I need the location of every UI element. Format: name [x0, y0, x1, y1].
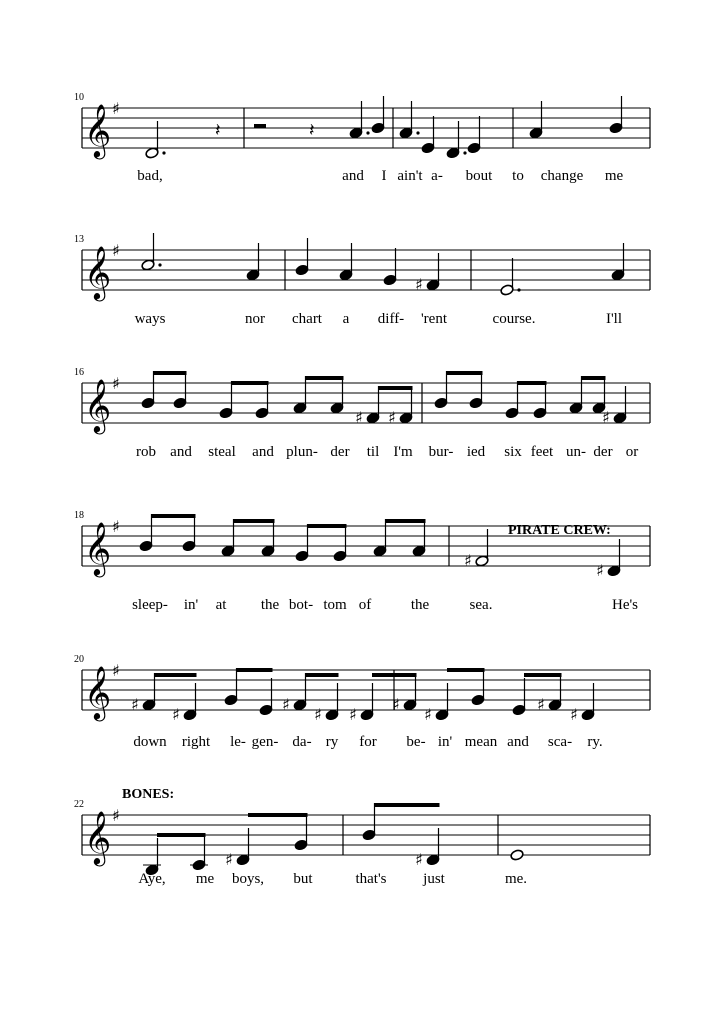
treble-clef-icon: 𝄞 [84, 378, 112, 432]
note [446, 121, 467, 159]
beam [157, 833, 206, 837]
lyric-syllable: der [593, 444, 613, 460]
treble-clef-icon: 𝄞 [84, 103, 112, 157]
note [295, 524, 309, 562]
note [282, 673, 307, 714]
note [467, 116, 481, 154]
note [314, 683, 339, 724]
note [421, 116, 435, 154]
treble-clef-icon: 𝄞 [84, 810, 112, 864]
augmentation-dot [162, 151, 165, 154]
note [388, 386, 413, 427]
staff-system [74, 233, 650, 327]
note [434, 371, 448, 409]
lyric-syllable: be- [406, 734, 426, 750]
note [349, 683, 374, 724]
lyric-syllable: down [133, 734, 167, 750]
measure-number: 20 [74, 654, 84, 665]
measure-number: 22 [74, 799, 84, 810]
key-signature-sharp-icon: ♯ [112, 517, 120, 536]
beam [524, 673, 562, 677]
lyric-syllable: sea. [469, 597, 493, 613]
lyric-syllable: da- [292, 734, 312, 750]
lyric-syllable: ry [325, 734, 339, 750]
lyric-syllable: in' [437, 734, 453, 750]
lyric-syllable: gen- [251, 734, 279, 750]
lyric-syllable: and [252, 444, 274, 460]
lyric-syllable: course. [492, 311, 536, 327]
note [371, 96, 385, 134]
beam [581, 376, 606, 380]
note [399, 101, 420, 139]
beam [307, 524, 347, 528]
lyric-syllable: Aye, [138, 871, 166, 887]
note [131, 673, 156, 714]
sharp-accidental-icon: ♯ [282, 695, 290, 714]
note [224, 668, 238, 706]
lyric-syllable: nor [245, 311, 265, 327]
lyric-syllable: me. [504, 871, 528, 887]
note [529, 101, 543, 139]
lyric-syllable: bot- [288, 597, 314, 613]
lyric-syllable: bout [465, 168, 493, 184]
beam [372, 673, 417, 677]
lyric-syllable: and [170, 444, 192, 460]
staff-system [74, 92, 650, 184]
lyric-syllable: me [195, 871, 215, 887]
lyric-syllable: un- [566, 444, 586, 460]
lyric-syllable: bad, [137, 168, 163, 184]
quarter-rest-icon: 𝄽 [215, 120, 221, 141]
note [424, 683, 449, 724]
lyric-syllable: til [366, 444, 380, 460]
note [505, 381, 519, 419]
lyric-syllable: or [625, 444, 639, 460]
staff-system [74, 367, 650, 460]
note [570, 683, 595, 724]
notehead [510, 849, 524, 861]
lyric-syllable: 'rent [420, 311, 448, 327]
lyric-syllable: ied [466, 444, 486, 460]
treble-clef-icon: 𝄞 [84, 245, 112, 299]
staff-system [74, 654, 650, 750]
lyric-syllable: tom [323, 597, 347, 613]
treble-clef-icon: 𝄞 [84, 521, 112, 575]
beam [233, 519, 275, 523]
lyric-syllable: rob [136, 444, 156, 460]
note [295, 238, 309, 276]
lyric-syllable: I'm [393, 444, 413, 460]
sharp-accidental-icon: ♯ [415, 275, 423, 294]
lyric-syllable: der [330, 444, 350, 460]
sharp-accidental-icon: ♯ [314, 705, 322, 724]
beam [248, 813, 308, 817]
lyric-syllable: a [342, 311, 350, 327]
note [225, 828, 250, 869]
staff-system [74, 510, 650, 613]
note [464, 529, 489, 570]
sharp-accidental-icon: ♯ [596, 561, 604, 580]
lyric-syllable: six [504, 444, 522, 460]
sharp-accidental-icon: ♯ [464, 551, 472, 570]
lyric-syllable: right [181, 734, 211, 750]
quarter-rest-icon: 𝄽 [309, 120, 315, 141]
note [510, 849, 524, 861]
note [537, 673, 562, 714]
lyric-syllable: just [423, 871, 445, 887]
note [373, 519, 387, 557]
note [415, 828, 440, 869]
measure-number: 10 [74, 92, 84, 103]
beam [231, 381, 269, 385]
note [412, 519, 426, 557]
lyric-syllable: the [260, 597, 280, 613]
beam [153, 371, 187, 375]
key-signature-sharp-icon: ♯ [112, 241, 120, 260]
lyric-syllable: a- [431, 168, 443, 184]
augmentation-dot [158, 263, 161, 266]
note [141, 371, 155, 409]
lyric-syllable: to [512, 168, 524, 184]
note [415, 253, 440, 294]
beam [447, 668, 485, 672]
lyric-syllable: chart [292, 311, 322, 327]
lyric-syllable: steal [208, 444, 236, 460]
note [602, 386, 627, 427]
lyric-syllable: that's [355, 871, 387, 887]
note [469, 371, 483, 409]
sharp-accidental-icon: ♯ [349, 705, 357, 724]
lyric-syllable: le- [230, 734, 246, 750]
augmentation-dot [517, 288, 520, 291]
note [383, 248, 397, 286]
sharp-accidental-icon: ♯ [424, 705, 432, 724]
staff-system [74, 787, 650, 887]
sharp-accidental-icon: ♯ [537, 695, 545, 714]
beam [305, 376, 344, 380]
note [221, 519, 235, 557]
sharp-accidental-icon: ♯ [388, 408, 396, 427]
half-rest-icon [254, 124, 266, 128]
sharp-accidental-icon: ♯ [355, 408, 363, 427]
lyric-syllable: in' [183, 597, 199, 613]
note [172, 683, 197, 724]
note [533, 381, 547, 419]
lyric-syllable: ry. [587, 734, 603, 750]
lyric-syllable: boys, [231, 871, 265, 887]
lyric-syllable: I [381, 168, 387, 184]
lyric-syllable: me [604, 168, 624, 184]
lyric-syllable: the [410, 597, 430, 613]
note [471, 668, 485, 706]
beam [378, 386, 413, 390]
note [261, 519, 275, 557]
note [293, 376, 307, 414]
note [500, 258, 521, 296]
note [182, 514, 196, 552]
augmentation-dot [463, 151, 466, 154]
note [330, 376, 344, 414]
treble-clef-icon: 𝄞 [84, 665, 112, 719]
lyric-syllable: feet [530, 444, 554, 460]
lyric-syllable: sleep- [132, 597, 168, 613]
beam [305, 673, 339, 677]
beam [374, 803, 440, 807]
note [294, 813, 308, 851]
note [596, 539, 621, 580]
sharp-accidental-icon: ♯ [415, 850, 423, 869]
character-cue: PIRATE CREW: [508, 523, 611, 538]
beam [517, 381, 547, 385]
note [611, 243, 625, 281]
augmentation-dot [416, 131, 419, 134]
key-signature-sharp-icon: ♯ [112, 661, 120, 680]
note [392, 673, 417, 714]
sharp-accidental-icon: ♯ [131, 695, 139, 714]
key-signature-sharp-icon: ♯ [112, 806, 120, 825]
note [141, 233, 162, 271]
note [339, 243, 353, 281]
lyric-syllable: diff- [377, 311, 405, 327]
key-signature-sharp-icon: ♯ [112, 374, 120, 393]
note [362, 803, 376, 841]
lyric-syllable: I'll [605, 311, 623, 327]
note [190, 833, 208, 871]
lyric-syllable: at [215, 597, 227, 613]
note [512, 678, 526, 716]
lyric-syllable: plun- [286, 444, 318, 460]
lyric-syllable: He's [611, 597, 639, 613]
measure-number: 16 [74, 367, 84, 378]
beam [446, 371, 483, 375]
sharp-accidental-icon: ♯ [172, 705, 180, 724]
measure-number: 18 [74, 510, 84, 521]
beam [236, 668, 273, 672]
note [349, 101, 370, 139]
note [145, 121, 166, 159]
character-cue: BONES: [122, 787, 175, 802]
lyric-syllable: and [342, 168, 364, 184]
note [259, 678, 273, 716]
lyric-syllable: of [358, 597, 372, 613]
augmentation-dot [366, 131, 369, 134]
lyric-syllable: and [507, 734, 529, 750]
note [173, 371, 187, 409]
note [139, 514, 153, 552]
lyric-syllable: ain't [397, 168, 423, 184]
beam [385, 519, 426, 523]
note [609, 96, 623, 134]
note [355, 386, 380, 427]
key-signature-sharp-icon: ♯ [112, 99, 120, 118]
lyric-syllable: but [293, 871, 313, 887]
sharp-accidental-icon: ♯ [570, 705, 578, 724]
lyric-syllable: bur- [428, 444, 454, 460]
note [219, 381, 233, 419]
lyric-syllable: for [359, 734, 377, 750]
note [333, 524, 347, 562]
note [246, 243, 260, 281]
lyric-syllable: ways [134, 311, 166, 327]
beam [151, 514, 196, 518]
note [255, 381, 269, 419]
sharp-accidental-icon: ♯ [602, 408, 610, 427]
lyric-syllable: sca- [547, 734, 573, 750]
sharp-accidental-icon: ♯ [225, 850, 233, 869]
note [569, 376, 583, 414]
lyric-syllable: change [540, 168, 584, 184]
lyric-syllable: mean [464, 734, 498, 750]
sharp-accidental-icon: ♯ [392, 695, 400, 714]
measure-number: 13 [74, 234, 84, 245]
beam [154, 673, 197, 677]
